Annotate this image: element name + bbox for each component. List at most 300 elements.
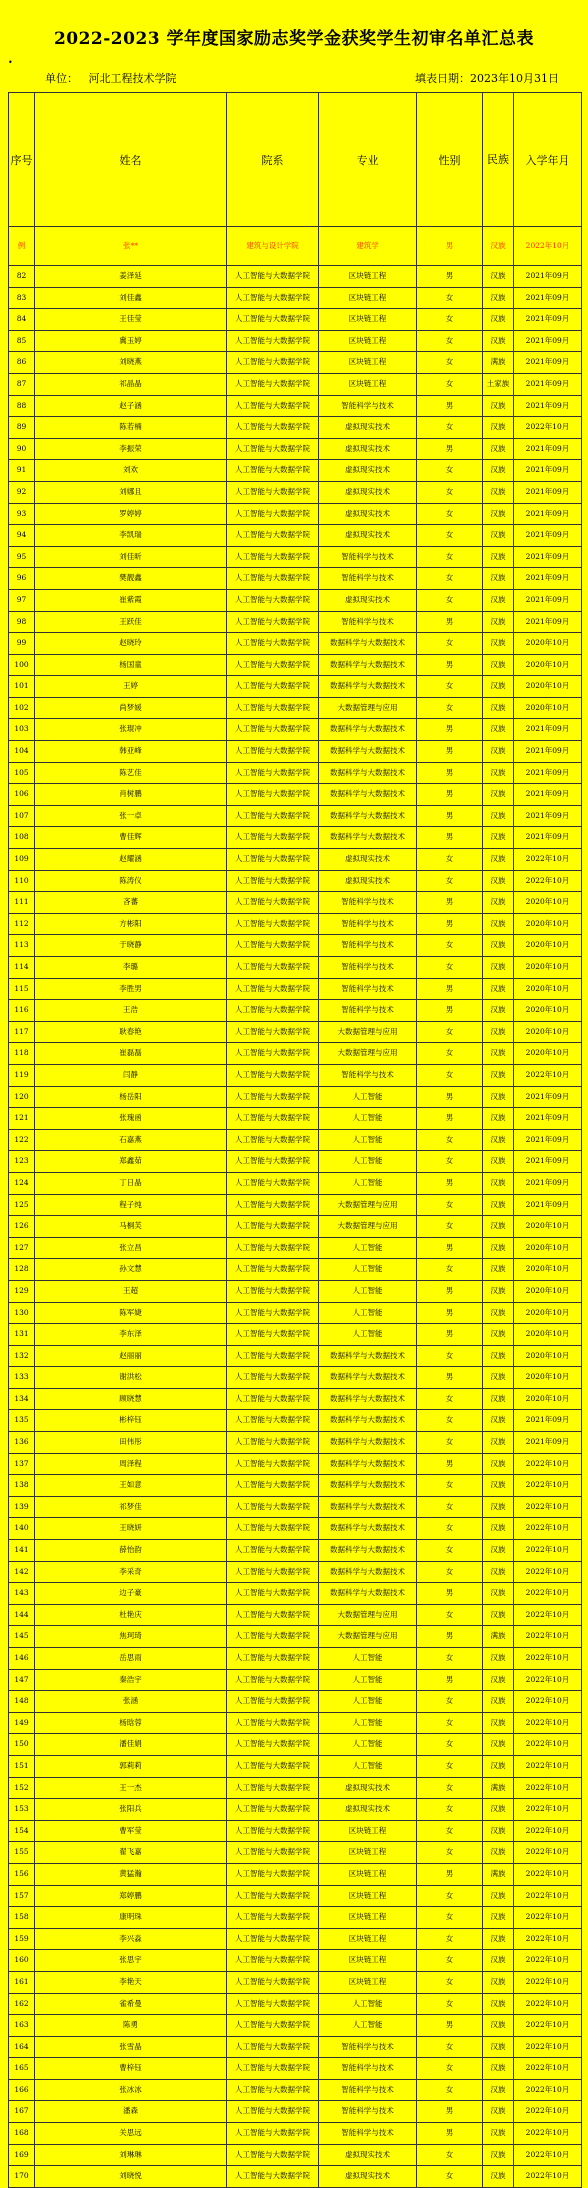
table-row [9, 395, 582, 417]
table-row [9, 1345, 582, 1367]
cell: 2022年10月 [514, 2079, 582, 2101]
cell: 大数据管理与应用 [319, 1604, 417, 1626]
col-header-enrollment: 入学年月 [514, 93, 582, 227]
cell: 140 [9, 1518, 35, 1540]
cell: 刘佳鑫 [35, 287, 227, 309]
cell: 2022年10月 [514, 849, 582, 871]
cell: 人工智能与大数据学院 [227, 2079, 319, 2101]
cell: 陈艺佳 [35, 762, 227, 784]
cell: 区块链工程 [319, 1885, 417, 1907]
cell: 2021年09月 [514, 395, 582, 417]
table-row [9, 417, 582, 439]
col-header-ethnicity: 民族 [483, 93, 514, 227]
cell: 165 [9, 2058, 35, 2080]
cell: 92 [9, 481, 35, 503]
cell: 刘琳琳 [35, 2144, 227, 2166]
cell: 王婷 [35, 676, 227, 698]
cell: 109 [9, 849, 35, 871]
cell: 汉族 [483, 2144, 514, 2166]
cell: 女 [417, 546, 483, 568]
cell: 汉族 [483, 1648, 514, 1670]
cell: 人工智能 [319, 1302, 417, 1324]
cell: 2020年10月 [514, 1216, 582, 1238]
cell: 2022年10月 [514, 1712, 582, 1734]
cell: 汉族 [483, 417, 514, 439]
cell: 潘佳娟 [35, 1734, 227, 1756]
cell: 人工智能 [319, 1648, 417, 1670]
cell: 107 [9, 805, 35, 827]
cell: 人工智能与大数据学院 [227, 1712, 319, 1734]
cell: 105 [9, 762, 35, 784]
cell: 男 [417, 913, 483, 935]
cell: 2021年09月 [514, 1410, 582, 1432]
cell: 女 [417, 2058, 483, 2080]
cell: 女 [417, 1799, 483, 1821]
cell: 2020年10月 [514, 913, 582, 935]
table-row [9, 633, 582, 655]
cell: 2022年10月 [514, 1928, 582, 1950]
cell: 106 [9, 784, 35, 806]
cell: 汉族 [483, 2101, 514, 2123]
cell: 2021年09月 [514, 266, 582, 288]
cell: 张思宇 [35, 1950, 227, 1972]
cell: 154 [9, 1820, 35, 1842]
cell: 智能科学与技术 [319, 957, 417, 979]
cell: 建筑与设计学院 [227, 227, 319, 266]
table-row [9, 827, 582, 849]
cell: 人工智能 [319, 1172, 417, 1194]
cell: 137 [9, 1453, 35, 1475]
cell: 刘佳昕 [35, 546, 227, 568]
cell: 89 [9, 417, 35, 439]
cell: 智能科学与技术 [319, 892, 417, 914]
cell: 人工智能与大数据学院 [227, 589, 319, 611]
cell: 人工智能与大数据学院 [227, 1518, 319, 1540]
unit-label: 单位： [45, 72, 78, 85]
cell: 人工智能 [319, 1280, 417, 1302]
table-row [9, 1259, 582, 1281]
cell: 人工智能与大数据学院 [227, 957, 319, 979]
cell: 2022年10月 [514, 1691, 582, 1713]
cell: 人工智能 [319, 1324, 417, 1346]
cell: 女 [417, 1410, 483, 1432]
cell: 吝蕃 [35, 892, 227, 914]
cell: 女 [417, 1691, 483, 1713]
table-row [9, 1194, 582, 1216]
cell: 人工智能与大数据学院 [227, 1863, 319, 1885]
cell: 汉族 [483, 805, 514, 827]
cell: 数据科学与大数据技术 [319, 654, 417, 676]
cell: 智能科学与技术 [319, 2058, 417, 2080]
cell: 女 [417, 1043, 483, 1065]
table-row [9, 438, 582, 460]
cell: 116 [9, 1000, 35, 1022]
cell: 汉族 [483, 1172, 514, 1194]
cell: 区块链工程 [319, 266, 417, 288]
cell: 女 [417, 481, 483, 503]
table-row [9, 935, 582, 957]
cell: 2022年10月 [514, 1453, 582, 1475]
cell: 女 [417, 373, 483, 395]
cell: 2022年10月 [514, 2144, 582, 2166]
table-row [9, 352, 582, 374]
cell: 虚拟现实技术 [319, 2144, 417, 2166]
table-row [9, 1021, 582, 1043]
cell: 女 [417, 870, 483, 892]
cell: 人工智能与大数据学院 [227, 1561, 319, 1583]
table-row [9, 1626, 582, 1648]
cell: 智能科学与技术 [319, 2079, 417, 2101]
cell: 数据科学与大数据技术 [319, 1367, 417, 1389]
cell: 人工智能与大数据学院 [227, 460, 319, 482]
cell: 汉族 [483, 1345, 514, 1367]
cell: 2022年10月 [514, 1885, 582, 1907]
col-header-gender: 性别 [417, 93, 483, 227]
cell: 2021年09月 [514, 568, 582, 590]
cell: 汉族 [483, 227, 514, 266]
cell: 汉族 [483, 1971, 514, 1993]
table-row [9, 1172, 582, 1194]
cell: 人工智能与大数据学院 [227, 1216, 319, 1238]
cell: 汉族 [483, 438, 514, 460]
cell: 128 [9, 1259, 35, 1281]
table-row [9, 762, 582, 784]
cell: 王浩 [35, 1000, 227, 1022]
table-row [9, 1043, 582, 1065]
cell: 2022年10月 [514, 2123, 582, 2145]
table-body [9, 227, 582, 2188]
cell: 方彬阳 [35, 913, 227, 935]
cell: 孙文慧 [35, 1259, 227, 1281]
cell: 虚拟现实技术 [319, 2166, 417, 2188]
table-row [9, 2144, 582, 2166]
cell: 男 [417, 1453, 483, 1475]
cell: 男 [417, 741, 483, 763]
cell: 智能科学与技术 [319, 1064, 417, 1086]
cell: 人工智能 [319, 1237, 417, 1259]
cell: 满族 [483, 1863, 514, 1885]
table-row [9, 1064, 582, 1086]
cell: 汉族 [483, 1993, 514, 2015]
cell: 114 [9, 957, 35, 979]
cell: 2022年10月 [514, 1540, 582, 1562]
sample-row [9, 227, 582, 266]
cell: 顾晓慧 [35, 1388, 227, 1410]
cell: 汉族 [483, 266, 514, 288]
cell: 115 [9, 978, 35, 1000]
cell: 智能科学与技术 [319, 913, 417, 935]
cell: 男 [417, 1669, 483, 1691]
table-row [9, 525, 582, 547]
cell: 女 [417, 309, 483, 331]
cell: 2020年10月 [514, 633, 582, 655]
table-row [9, 1367, 582, 1389]
cell: 人工智能 [319, 1691, 417, 1713]
cell: 2020年10月 [514, 676, 582, 698]
cell: 131 [9, 1324, 35, 1346]
table-row [9, 546, 582, 568]
cell: 汉族 [483, 1302, 514, 1324]
cell: 谢洪松 [35, 1367, 227, 1389]
cell: 161 [9, 1971, 35, 1993]
cell: 2021年09月 [514, 352, 582, 374]
table-row [9, 1237, 582, 1259]
cell: 女 [417, 1648, 483, 1670]
table-row [9, 978, 582, 1000]
table-row [9, 1885, 582, 1907]
cell: 李东泽 [35, 1324, 227, 1346]
cell: 汉族 [483, 719, 514, 741]
cell: 2021年09月 [514, 741, 582, 763]
cell: 汉族 [483, 1820, 514, 1842]
cell: 2020年10月 [514, 1021, 582, 1043]
cell: 2021年09月 [514, 1432, 582, 1454]
cell: 人工智能与大数据学院 [227, 1885, 319, 1907]
cell: 女 [417, 1388, 483, 1410]
table-row [9, 1302, 582, 1324]
cell: 2020年10月 [514, 1367, 582, 1389]
cell: 周泽程 [35, 1453, 227, 1475]
cell: 汉族 [483, 1194, 514, 1216]
cell: 2020年10月 [514, 1259, 582, 1281]
cell: 汉族 [483, 1108, 514, 1130]
cell: 郑婷鹏 [35, 1885, 227, 1907]
cell: 汉族 [483, 1151, 514, 1173]
cell: 人工智能与大数据学院 [227, 1496, 319, 1518]
cell: 王超 [35, 1280, 227, 1302]
table-row [9, 1388, 582, 1410]
cell: 女 [417, 849, 483, 871]
cell: 男 [417, 978, 483, 1000]
cell: 汉族 [483, 827, 514, 849]
cell: 90 [9, 438, 35, 460]
cell: 大数据管理与应用 [319, 1194, 417, 1216]
cell: 刘娜且 [35, 481, 227, 503]
cell: 数据科学与大数据技术 [319, 1518, 417, 1540]
table-row [9, 309, 582, 331]
cell: 人工智能与大数据学院 [227, 503, 319, 525]
cell: 李凯瑞 [35, 525, 227, 547]
cell: 2021年09月 [514, 330, 582, 352]
cell: 王佳莹 [35, 309, 227, 331]
cell: 2021年09月 [514, 481, 582, 503]
cell: 人工智能与大数据学院 [227, 1086, 319, 1108]
cell: 张琨冲 [35, 719, 227, 741]
cell: 2022年10月 [514, 1518, 582, 1540]
cell: 111 [9, 892, 35, 914]
cell: 女 [417, 1993, 483, 2015]
cell: 人工智能与大数据学院 [227, 1237, 319, 1259]
cell: 边子豪 [35, 1583, 227, 1605]
cell: 智能科学与技术 [319, 2123, 417, 2145]
cell: 女 [417, 1259, 483, 1281]
cell: 汉族 [483, 2166, 514, 2188]
cell: 翟飞嘉 [35, 1842, 227, 1864]
cell: 张涵 [35, 1691, 227, 1713]
cell: 满族 [483, 352, 514, 374]
cell: 人工智能与大数据学院 [227, 1842, 319, 1864]
cell: 134 [9, 1388, 35, 1410]
cell: 2020年10月 [514, 892, 582, 914]
cell: 男 [417, 438, 483, 460]
cell: 汉族 [483, 1280, 514, 1302]
cell: 数据科学与大数据技术 [319, 784, 417, 806]
cell: 2020年10月 [514, 1345, 582, 1367]
cell: 人工智能与大数据学院 [227, 1626, 319, 1648]
table-row [9, 1432, 582, 1454]
cell: 人工智能与大数据学院 [227, 1648, 319, 1670]
cell: 数据科学与大数据技术 [319, 1540, 417, 1562]
cell: 88 [9, 395, 35, 417]
cell: 汉族 [483, 1237, 514, 1259]
cell: 150 [9, 1734, 35, 1756]
cell: 139 [9, 1496, 35, 1518]
cell: 赵子涵 [35, 395, 227, 417]
cell: 83 [9, 287, 35, 309]
table-row [9, 1280, 582, 1302]
cell: 女 [417, 287, 483, 309]
cell: 土家族 [483, 373, 514, 395]
cell: 人工智能与大数据学院 [227, 1043, 319, 1065]
cell: 虚拟现实技术 [319, 589, 417, 611]
cell: 2022年10月 [514, 1583, 582, 1605]
cell: 123 [9, 1151, 35, 1173]
cell: 人工智能与大数据学院 [227, 1000, 319, 1022]
cell: 113 [9, 935, 35, 957]
cell: 于晓静 [35, 935, 227, 957]
cell: 158 [9, 1907, 35, 1929]
cell: 人工智能 [319, 1669, 417, 1691]
cell: 132 [9, 1345, 35, 1367]
cell: 110 [9, 870, 35, 892]
cell: 169 [9, 2144, 35, 2166]
cell: 满族 [483, 1626, 514, 1648]
cell: 人工智能与大数据学院 [227, 1388, 319, 1410]
cell: 人工智能 [319, 1086, 417, 1108]
cell: 142 [9, 1561, 35, 1583]
bullet-mark: • [8, 58, 13, 67]
cell: 人工智能与大数据学院 [227, 287, 319, 309]
cell: 汉族 [483, 460, 514, 482]
cell: 区块链工程 [319, 330, 417, 352]
table-row [9, 1518, 582, 1540]
cell: 汉族 [483, 1216, 514, 1238]
cell: 女 [417, 1194, 483, 1216]
cell: 汉族 [483, 2058, 514, 2080]
cell: 汉族 [483, 395, 514, 417]
cell: 98 [9, 611, 35, 633]
cell: 数据科学与大数据技术 [319, 1453, 417, 1475]
table-row [9, 568, 582, 590]
table-row [9, 1129, 582, 1151]
cell: 人工智能与大数据学院 [227, 438, 319, 460]
cell: 郭莉莉 [35, 1755, 227, 1777]
cell: 2021年09月 [514, 1151, 582, 1173]
cell: 人工智能与大数据学院 [227, 849, 319, 871]
cell: 虚拟现实技术 [319, 503, 417, 525]
cell: 91 [9, 460, 35, 482]
cell: 汉族 [483, 1799, 514, 1821]
cell: 郑鑫茹 [35, 1151, 227, 1173]
cell: 男 [417, 784, 483, 806]
cell: 汉族 [483, 525, 514, 547]
cell: 女 [417, 1734, 483, 1756]
cell: 男 [417, 762, 483, 784]
cell: 女 [417, 697, 483, 719]
cell: 男 [417, 2101, 483, 2123]
cell: 2022年10月 [514, 2015, 582, 2037]
cell: 156 [9, 1863, 35, 1885]
cell: 汉族 [483, 481, 514, 503]
cell: 丁日晶 [35, 1172, 227, 1194]
cell: 汉族 [483, 309, 514, 331]
cell: 人工智能与大数据学院 [227, 1345, 319, 1367]
cell: 2020年10月 [514, 1280, 582, 1302]
cell: 汉族 [483, 1453, 514, 1475]
cell: 人工智能 [319, 1108, 417, 1130]
cell: 159 [9, 1928, 35, 1950]
cell: 汉族 [483, 1691, 514, 1713]
col-header-name: 姓名 [35, 93, 227, 227]
table-row [9, 1712, 582, 1734]
cell: 陈勇 [35, 2015, 227, 2037]
cell: 曹佳辉 [35, 827, 227, 849]
table-row [9, 784, 582, 806]
cell: 人工智能与大数据学院 [227, 568, 319, 590]
table-row [9, 2101, 582, 2123]
cell: 石嘉燕 [35, 1129, 227, 1151]
table-row [9, 266, 582, 288]
col-header-major: 专业 [319, 93, 417, 227]
cell: 汉族 [483, 1842, 514, 1864]
cell: 男 [417, 1237, 483, 1259]
cell: 2022年10月 [514, 1820, 582, 1842]
table-row [9, 913, 582, 935]
cell: 数据科学与大数据技术 [319, 1561, 417, 1583]
table-row [9, 1950, 582, 1972]
cell: 汉族 [483, 1388, 514, 1410]
cell: 区块链工程 [319, 1950, 417, 1972]
cell: 男 [417, 1000, 483, 1022]
cell: 2022年10月 [514, 1496, 582, 1518]
cell: 汉族 [483, 654, 514, 676]
cell: 女 [417, 1907, 483, 1929]
cell: 数据科学与大数据技术 [319, 741, 417, 763]
cell: 153 [9, 1799, 35, 1821]
cell: 2022年10月 [514, 1950, 582, 1972]
cell: 虚拟现实技术 [319, 460, 417, 482]
cell: 区块链工程 [319, 1971, 417, 1993]
cell: 男 [417, 395, 483, 417]
cell: 人工智能与大数据学院 [227, 1302, 319, 1324]
cell: 岳思雨 [35, 1648, 227, 1670]
cell: 101 [9, 676, 35, 698]
cell: 汉族 [483, 1432, 514, 1454]
cell: 张** [35, 227, 227, 266]
cell: 女 [417, 1842, 483, 1864]
cell: 人工智能与大数据学院 [227, 546, 319, 568]
cell: 人工智能与大数据学院 [227, 741, 319, 763]
page-title: 2022-2023 学年度国家励志奖学金获奖学生初审名单汇总表 [53, 29, 535, 49]
cell: 张瑰函 [35, 1108, 227, 1130]
cell: 汉族 [483, 1950, 514, 1972]
cell: 人工智能与大数据学院 [227, 892, 319, 914]
cell: 女 [417, 2036, 483, 2058]
cell: 168 [9, 2123, 35, 2145]
cell: 2022年10月 [514, 2058, 582, 2080]
cell: 男 [417, 1280, 483, 1302]
cell: 157 [9, 1885, 35, 1907]
